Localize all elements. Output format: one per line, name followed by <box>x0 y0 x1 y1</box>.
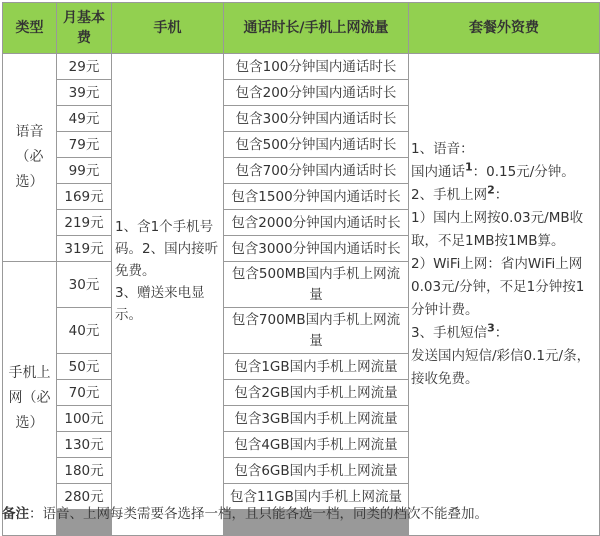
data-title-end: ： <box>494 187 509 203</box>
allowance-cell: 包含4GB国内手机上网流量 <box>224 432 408 457</box>
allowance-cell: 包含1GB国内手机上网流量 <box>224 354 408 379</box>
fee-cell: 29元 <box>57 54 111 79</box>
phone-benefit-line: 1、含1个手机号码。2、国内接听免费。 <box>115 219 219 279</box>
fee-cell: 100元 <box>57 406 111 431</box>
allowance-cell: 包含300分钟国内通话时长 <box>224 106 408 131</box>
sms-title-label: 3、手机短信 <box>411 325 488 341</box>
phone-benefit-line: 3、赠送来电显示。 <box>115 285 205 323</box>
data-title-label: 2、手机上网 <box>411 187 488 203</box>
fee-cell: 219元 <box>57 210 111 235</box>
allowance-cell: 包含2GB国内手机上网流量 <box>224 380 408 405</box>
sms-fee-title <box>411 322 508 345</box>
allowance-cell: 包含100分钟国内通话时长 <box>224 54 408 79</box>
phone-benefits <box>112 54 223 535</box>
table-note <box>2 504 488 524</box>
allowance-cell: 包含3GB国内手机上网流量 <box>224 406 408 431</box>
footnote-marker: 2 <box>487 183 495 197</box>
fee-cell: 70元 <box>57 380 111 405</box>
fee-cell: 50元 <box>57 354 111 379</box>
type-data: 手机上网（必选） <box>3 262 56 535</box>
allowance-cell: 包含700分钟国内通话时长 <box>224 158 408 183</box>
allowance-cell: 包含700MB国内手机上网流量 <box>224 308 408 353</box>
allowance-cell: 包含200分钟国内通话时长 <box>224 80 408 105</box>
type-voice: 语音（必选） <box>3 54 56 261</box>
sms-fee-text: 发送国内短信/彩信0.1元/条，接收免费。 <box>411 348 591 387</box>
allowance-cell: 包含6GB国内手机上网流量 <box>224 458 408 483</box>
fee-cell: 99元 <box>57 158 111 183</box>
voice-fee-domestic <box>411 161 575 184</box>
fee-cell: 30元 <box>57 262 111 307</box>
allowance-cell: 包含3000分钟国内通话时长 <box>224 236 408 261</box>
data-fee-title <box>411 184 508 207</box>
voice-domestic-rate: ：0.15元/分钟。 <box>472 164 575 180</box>
header-allowance: 通话时长/手机上网流量 <box>224 3 408 53</box>
fee-cell: 280元 <box>57 484 111 509</box>
allowance-cell: 包含1500分钟国内通话时长 <box>224 184 408 209</box>
fee-cell: 40元 <box>57 308 111 353</box>
allowance-cell: 包含11GB国内手机上网流量 <box>224 484 408 509</box>
voice-fee-title: 1、语音： <box>411 141 474 157</box>
fee-cell: 169元 <box>57 184 111 209</box>
allowance-cell: 包含500分钟国内通话时长 <box>224 132 408 157</box>
footnote-marker: 1 <box>465 160 473 174</box>
fee-cell: 39元 <box>57 80 111 105</box>
allowance-cell: 包含2000分钟国内通话时长 <box>224 210 408 235</box>
footnote-marker: 3 <box>487 321 495 335</box>
data-fee-wifi: 2）WiFi上网：省内WiFi上网0.03元/分钟，不足1分钟按1分钟计费。 <box>411 256 585 318</box>
note-text: ：语音、上网每类需要各选择一档，且只能各选一档，同类的档次不能叠加。 <box>29 506 488 522</box>
extra-fees-details <box>409 54 599 535</box>
header-extra-fees: 套餐外资费 <box>409 3 599 53</box>
voice-domestic-label: 国内通话 <box>411 164 465 180</box>
header-phone: 手机 <box>112 3 223 53</box>
fee-cell: 49元 <box>57 106 111 131</box>
fee-cell: 180元 <box>57 458 111 483</box>
allowance-cell: 包含500MB国内手机上网流量 <box>224 262 408 307</box>
sms-title-end: ： <box>494 325 509 341</box>
fee-cell: 319元 <box>57 236 111 261</box>
header-monthly-fee: 月基本费 <box>57 3 111 53</box>
data-fee-domestic: 1）国内上网按0.03元/MB收取，不足1MB按1MB算。 <box>411 210 584 249</box>
fee-cell: 79元 <box>57 132 111 157</box>
header-type: 类型 <box>3 3 56 53</box>
fee-cell: 130元 <box>57 432 111 457</box>
note-label: 备注 <box>2 506 29 522</box>
package-table <box>2 2 600 536</box>
